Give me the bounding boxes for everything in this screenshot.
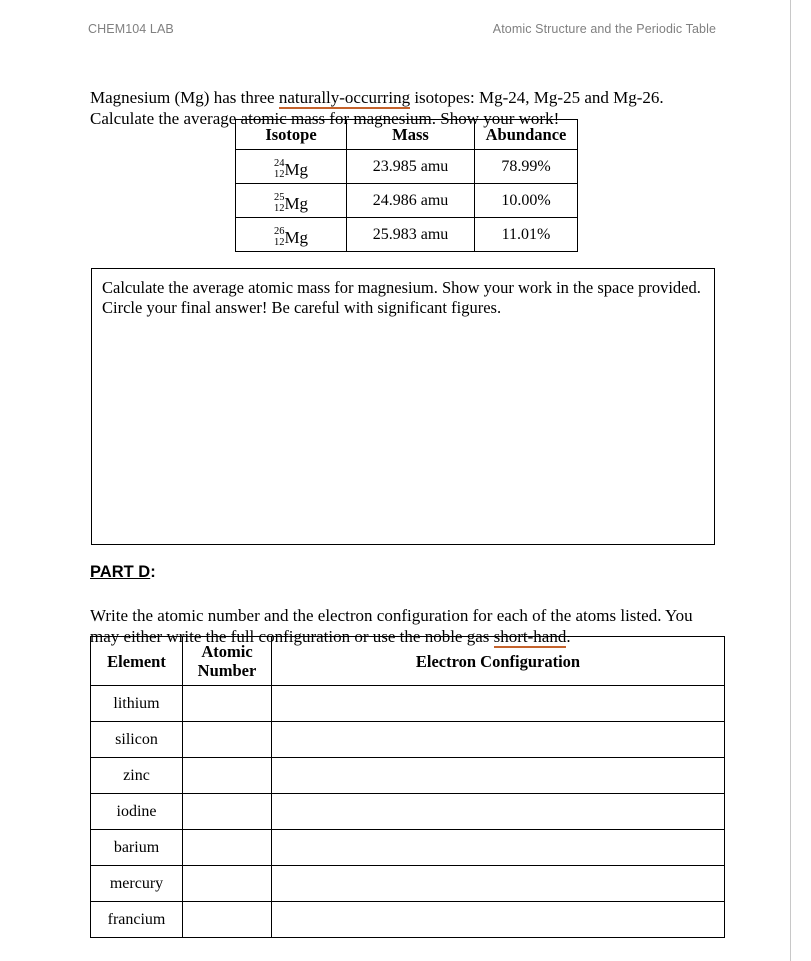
- spellcheck-naturally-occurring: naturally-occurring: [278, 88, 411, 107]
- nuclide-numbers: [274, 193, 285, 215]
- element-cell-name: iodine: [91, 794, 183, 830]
- element-cell-configuration[interactable]: [272, 902, 725, 938]
- nuclide-atomic-number: 12: [273, 203, 285, 214]
- nuclide-mass-number: 26: [273, 225, 285, 237]
- isotope-header-mass: Mass: [347, 120, 475, 150]
- element-cell-atomic-number[interactable]: [183, 866, 272, 902]
- element-cell-configuration[interactable]: [272, 794, 725, 830]
- isotope-cell-mass: 24.986 amu: [347, 184, 475, 218]
- element-header-element: Element: [91, 637, 183, 686]
- part-d-heading: [90, 563, 156, 582]
- nuclide-notation: [274, 193, 308, 215]
- element-cell-atomic-number[interactable]: [183, 758, 272, 794]
- intro-text-after: isotopes: Mg-24, Mg-25 and Mg-26. Calculate the average atomic mass for magnesium. Show your work!: [90, 88, 664, 128]
- nuclide-numbers: [274, 227, 285, 249]
- isotope-cell-abundance: 78.99%: [475, 150, 578, 184]
- isotope-cell-nuclide: [236, 150, 347, 184]
- isotope-table-header-row: [236, 120, 578, 150]
- element-cell-name: barium: [91, 830, 183, 866]
- nuclide-symbol: Mg: [284, 159, 309, 179]
- table-row: [91, 902, 725, 938]
- element-cell-name: francium: [91, 902, 183, 938]
- element-cell-name: silicon: [91, 722, 183, 758]
- isotope-data-table: [235, 119, 578, 252]
- element-cell-configuration[interactable]: [272, 866, 725, 902]
- isotope-header-abundance: Abundance: [475, 120, 578, 150]
- nuclide-symbol: Mg: [284, 227, 309, 247]
- nuclide-numbers: [274, 159, 285, 181]
- isotope-cell-mass: 25.983 amu: [347, 218, 475, 252]
- element-header-electron-configuration: Electron Configuration: [272, 637, 725, 686]
- isotope-cell-nuclide: [236, 184, 347, 218]
- answer-work-box[interactable]: [91, 268, 715, 545]
- table-row: [236, 150, 578, 184]
- nuclide-notation: [274, 159, 308, 181]
- part-d-colon: :: [150, 563, 156, 581]
- isotope-cell-abundance: 11.01%: [475, 218, 578, 252]
- isotope-cell-nuclide: [236, 218, 347, 252]
- electron-configuration-table: [90, 636, 725, 938]
- spellcheck-short-hand: short-hand: [493, 627, 567, 646]
- nuclide-atomic-number: 12: [273, 237, 285, 248]
- element-cell-configuration[interactable]: [272, 722, 725, 758]
- element-cell-atomic-number[interactable]: [183, 794, 272, 830]
- element-table-header-row: [91, 637, 725, 686]
- table-row: [91, 758, 725, 794]
- element-cell-atomic-number[interactable]: [183, 686, 272, 722]
- table-row: [236, 184, 578, 218]
- table-row: [236, 218, 578, 252]
- element-cell-atomic-number[interactable]: [183, 830, 272, 866]
- element-cell-name: zinc: [91, 758, 183, 794]
- nuclide-mass-number: 24: [273, 157, 285, 169]
- running-head: [88, 22, 716, 36]
- element-cell-configuration[interactable]: [272, 758, 725, 794]
- table-row: [91, 830, 725, 866]
- nuclide-notation: [274, 227, 308, 249]
- nuclide-mass-number: 25: [273, 191, 285, 203]
- table-row: [91, 866, 725, 902]
- element-cell-atomic-number[interactable]: [183, 902, 272, 938]
- element-cell-atomic-number[interactable]: [183, 722, 272, 758]
- element-cell-configuration[interactable]: [272, 830, 725, 866]
- nuclide-symbol: Mg: [284, 193, 309, 213]
- element-header-atomic-number: Atomic Number: [183, 637, 272, 686]
- work-box-instructions: Calculate the average atomic mass for magnesium. Show your work in the space provided. Circle your final answer! Be careful with significant figures.: [102, 278, 701, 317]
- element-cell-name: mercury: [91, 866, 183, 902]
- isotope-cell-mass: 23.985 amu: [347, 150, 475, 184]
- nuclide-atomic-number: 12: [273, 169, 285, 180]
- table-row: [91, 722, 725, 758]
- part-d-text-before: Write the atomic number and the electron configuration for each of the atoms listed. You may either write the full configuration or use the noble gas: [90, 606, 693, 646]
- part-d-label: PART D: [90, 563, 151, 581]
- isotope-header-isotope: Isotope: [236, 120, 347, 150]
- running-head-topic: Atomic Structure and the Periodic Table: [492, 22, 716, 36]
- running-head-course: CHEM104 LAB: [88, 22, 174, 36]
- element-cell-configuration[interactable]: [272, 686, 725, 722]
- table-row: [91, 686, 725, 722]
- isotope-cell-abundance: 10.00%: [475, 184, 578, 218]
- intro-text-before: Magnesium (Mg) has three: [90, 88, 279, 107]
- part-d-text-after: .: [566, 627, 571, 646]
- element-cell-name: lithium: [91, 686, 183, 722]
- page-right-edge: [790, 0, 791, 961]
- table-row: [91, 794, 725, 830]
